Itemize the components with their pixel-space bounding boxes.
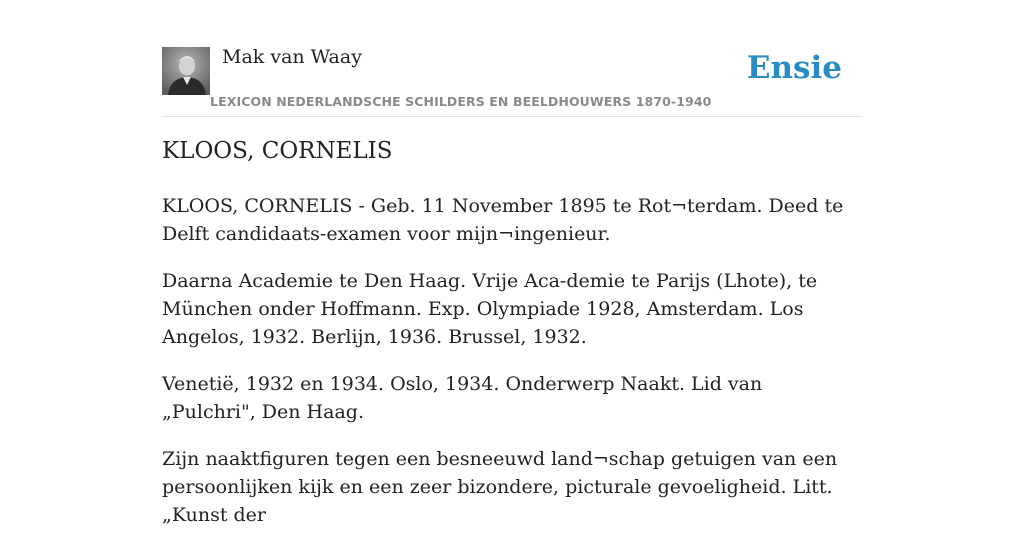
- article-paragraph: Venetië, 1932 en 1934. Oslo, 1934. Onderwerp Naakt. Lid van „Pulchri", Den Haag.: [162, 373, 763, 423]
- article-paragraph: Zijn naaktfiguren tegen een besneeuwd land¬schap getuigen van een persoonlijken kijk en een zeer bizondere, picturale gevoeligheid. Litt. „Kunst der: [162, 448, 838, 526]
- article-title: KLOOS, CORNELIS: [162, 138, 393, 164]
- article-paragraph: KLOOS, CORNELIS - Geb. 11 November 1895 te Rot¬terdam. Deed te Delft candidaats-examen voor mijn¬ingenieur.: [162, 195, 844, 245]
- article-paragraph: Daarna Academie te Den Haag. Vrije Aca-demie te Parijs (Lhote), te München onder Hoffmann. Exp. Olympiade 1928, Amsterdam. Los Angelos, 1932. Berlijn, 1936. Brussel, 1932.: [162, 270, 818, 348]
- article-body: [162, 192, 862, 548]
- header: [162, 0, 862, 117]
- avatar-portrait-icon: [162, 47, 210, 95]
- author-avatar[interactable]: [162, 47, 210, 95]
- page: [162, 0, 862, 526]
- author-name[interactable]: Mak van Waay: [222, 46, 362, 68]
- brand-logo[interactable]: Ensie: [746, 50, 842, 86]
- collection-name[interactable]: LEXICON NEDERLANDSCHE SCHILDERS EN BEELDHOUWERS 1870-1940: [210, 94, 712, 109]
